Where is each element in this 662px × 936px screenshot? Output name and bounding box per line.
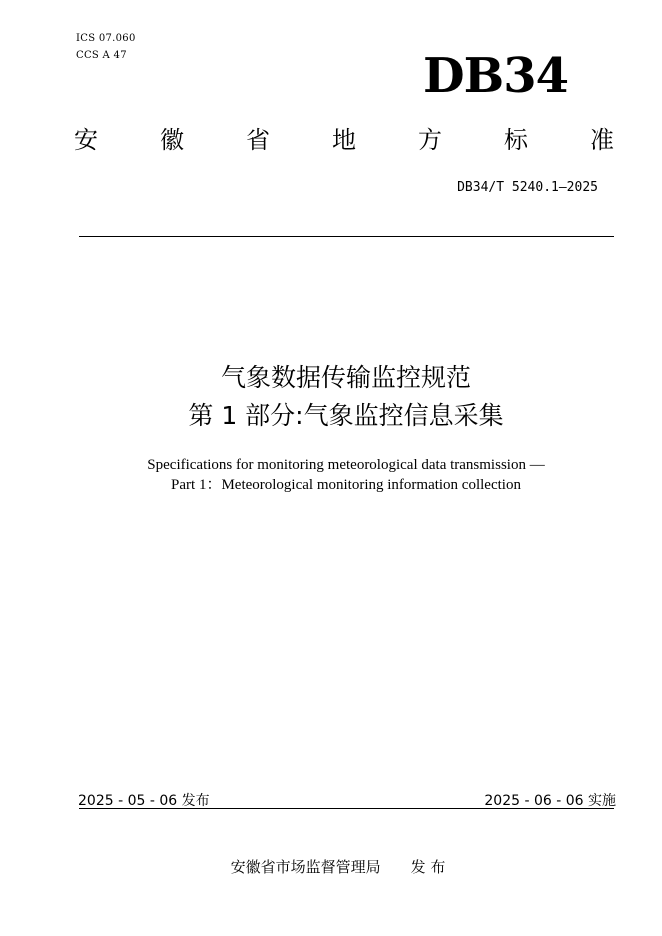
standard-type-char: 准 [590, 126, 614, 154]
implementation-date: 2025 - 06 - 06 实施 [484, 793, 616, 809]
db34-logo: DB34 [423, 48, 568, 104]
top-divider [79, 236, 614, 237]
english-title-line-2: Part 1：Meteorological monitoring information collection [171, 477, 521, 493]
chinese-title-line-2: 第 1 部分:气象监控信息采集 [188, 401, 504, 430]
standard-type-char: 徽 [160, 126, 184, 154]
standard-number: DB34/T 5240.1—2025 [457, 180, 598, 195]
issuing-authority: 安徽省市场监督管理局 [230, 858, 381, 876]
standard-type-char: 方 [418, 126, 442, 154]
issue-action: 发 布 [410, 858, 446, 876]
publisher-line [0, 856, 662, 877]
bottom-divider [79, 808, 614, 809]
chinese-title-line-1: 气象数据传输监控规范 [220, 363, 471, 392]
standard-type-char: 安 [74, 126, 98, 154]
ics-code: ICS 07.060 [76, 33, 136, 44]
standard-type-char: 标 [504, 126, 528, 154]
ccs-code: CCS A 47 [76, 50, 127, 61]
standard-type-char: 地 [332, 126, 356, 154]
english-title-line-1: Specifications for monitoring meteorological data transmission — [147, 457, 545, 473]
standard-type-heading [74, 128, 614, 152]
issue-date: 2025 - 05 - 06 发布 [78, 793, 210, 809]
standard-type-char: 省 [246, 126, 270, 154]
